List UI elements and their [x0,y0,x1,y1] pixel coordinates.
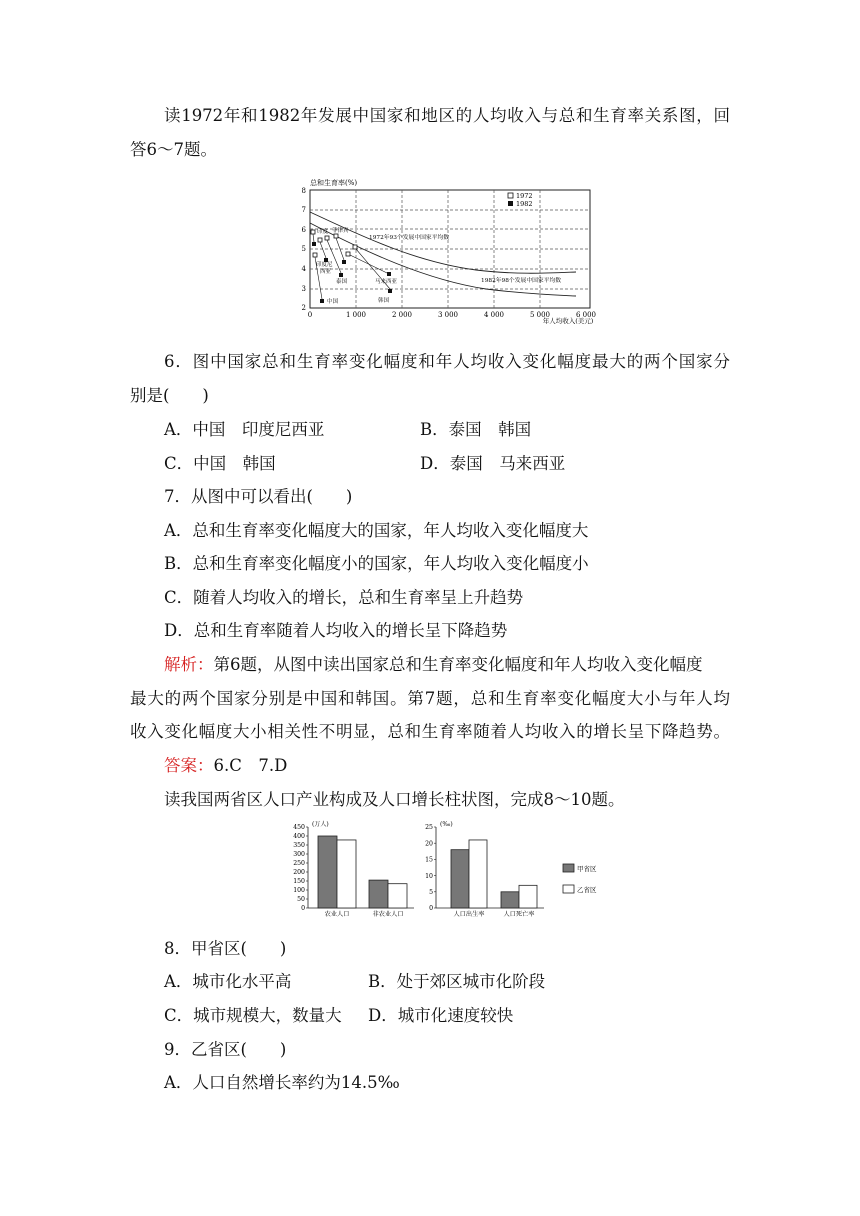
q7-option-b: B．总和生育率变化幅度小的国家，年人均收入变化幅度小 [164,554,589,573]
q8-option-b: B．处于郊区城市化阶段 [368,972,546,991]
y-tick-label: 5 [429,889,433,896]
y-tick-label: 150 [293,878,305,886]
y-tick-label: 50 [297,896,305,904]
point-thailand-1972 [325,236,329,240]
x-tick: 1 000 [345,311,367,319]
bar-甲省区-人口死亡率 [501,892,519,908]
fig1-xlabel: 年人均收入(美元) [542,317,594,325]
y-tick-label: 0 [301,905,305,913]
y-tick-label: 0 [429,905,433,913]
y-tick: 7 [301,206,306,214]
analysis-text: 第6题，从图中读出国家总和生育率变化幅度和年人均收入变化幅度 [213,655,703,674]
q8-stem: 8．甲省区( ) [164,939,287,958]
point-philippines-1982 [342,260,346,264]
x-tick: 2 000 [391,311,413,319]
x-tick: 6 000 [575,311,597,319]
y-tick-label: 15 [425,856,433,864]
q7-option-c: C．随着人均收入的增长，总和生育率呈上升趋势 [164,588,524,607]
bar-甲省区-非农业人口 [369,880,388,908]
q6-option-b: B．泰国 韩国 [420,420,532,439]
y-tick-label: 100 [293,887,305,895]
category-label: 非农业人口 [372,911,404,918]
y-axis-label: (万人) [312,821,329,828]
q8-option-d: D．城市化速度较快 [368,1006,514,1025]
bar-甲省区-人口出生率 [451,850,469,908]
y-tick: 6 [301,226,306,234]
analysis-line3: 收入变化幅度大小相关性不明显，总和生育率随着人均收入的增长呈下降趋势。 [130,722,730,741]
legend-label: 乙省区 [577,886,597,894]
y-tick: 4 [301,265,306,273]
y-tick: 5 [301,245,306,253]
legend-swatch [563,864,574,872]
label-india: 印度 [317,229,329,235]
point-china-1972 [313,253,317,257]
category-label: 人口死亡率 [503,911,535,918]
point-philippines-1972 [334,234,338,238]
q6-7-intro-line1: 读1972年和1982年发展中国家和地区的人均收入与总和生育率关系图，回 [164,106,730,125]
y-tick-label: 200 [293,869,305,877]
q7-option-a: A．总和生育率变化幅度大的国家，年人均收入变化幅度大 [164,521,589,540]
label-indonesia-2: 西亚 [320,269,332,275]
answer-line [164,755,287,777]
label-china: 中国 [327,299,339,305]
label-philippines: 菲律宾 [332,228,349,234]
q9-option-a: A．人口自然增长率约为14.5‰ [164,1073,400,1092]
y-tick: 2 [301,304,306,312]
y-tick-label: 300 [293,851,305,859]
bar-charts [286,817,616,921]
x-tick: 0 [307,311,313,319]
chart-legend [563,864,597,894]
point-india-1972 [311,230,315,234]
q6-stem-line1: 6．图中国家总和生育率变化幅度和年人均收入变化幅度最大的两个国家分 [164,352,730,371]
fig1-ylabel: 总和生育率(%) [310,179,358,187]
q6-stem-line2: 别是( ) [130,386,209,405]
q8-option-c: C．城市规模大，数量大 [164,1006,342,1025]
analysis-label: 解析： [164,655,214,674]
x-tick: 5 000 [529,311,551,319]
label-korea: 韩国 [378,298,390,304]
label-thailand: 泰国 [336,279,348,285]
point-malaysia-1982 [387,272,391,276]
q9-stem: 9．乙省区( ) [164,1040,287,1059]
bar-甲省区-农业人口 [318,836,337,908]
q6-option-d: D．泰国 马来西亚 [420,454,566,473]
grid [310,190,590,308]
answer-label: 答案： [164,756,214,775]
q7-option-d: D．总和生育率随着人均收入的增长呈下降趋势 [164,621,508,640]
curve-1982 [310,223,576,296]
income-fertility-figure [296,176,604,328]
y-tick-label: 350 [293,842,305,850]
analysis-line1 [164,654,703,676]
q6-option-a: A．中国 印度尼西亚 [164,420,325,439]
point-china-1982 [320,299,324,303]
legend-1972-marker [508,193,513,198]
y-tick: 3 [301,285,306,293]
category-label: 人口出生率 [453,911,485,918]
point-india-1982 [312,242,316,246]
point-korea-1972 [353,245,357,249]
answer-value: 6.C 7.D [213,756,288,775]
y-tick-label: 20 [425,840,433,848]
y-tick-label: 400 [293,833,305,841]
legend-1972: 1972 [516,192,533,200]
analysis-line2: 最大的两个国家分别是中国和韩国。第7题，总和生育率变化幅度大小与年人均 [130,689,730,708]
y-axis-label: (‰) [440,821,453,828]
point-korea-1982 [388,289,392,293]
y-tick-label: 450 [293,824,305,832]
point-malaysia-1972 [346,252,350,256]
label-malaysia: 马来西亚 [375,279,398,285]
y-tick: 8 [301,187,306,195]
q6-7-intro-line2: 答6～7题。 [130,140,217,159]
y-tick-label: 10 [425,872,433,880]
point-thailand-1982 [339,273,343,277]
legend-label: 甲省区 [577,865,597,873]
q8-10-intro: 读我国两省区人口产业构成及人口增长柱状图，完成8～10题。 [164,790,625,809]
curve-1972-label: 1972年93个发展中国家平均数 [369,235,450,241]
q8-option-a: A．城市化水平高 [164,972,292,991]
y-tick-label: 25 [425,824,433,832]
chart-population-growth [425,821,544,918]
label-indonesia-1: 印度尼 [316,262,333,268]
y-tick-label: 250 [293,860,305,868]
legend-swatch [563,885,574,893]
q7-stem: 7．从图中可以看出( ) [164,487,353,506]
chart-population-structure [293,820,414,918]
x-tick: 3 000 [437,311,459,319]
bar-乙省区-非农业人口 [388,884,407,908]
legend-1982: 1982 [516,200,533,208]
q6-option-c: C．中国 韩国 [164,454,276,473]
curve-1982-label: 1982年98个发展中国家平均数 [481,278,562,284]
bar-乙省区-人口出生率 [469,840,487,908]
bar-乙省区-人口死亡率 [519,885,537,908]
x-tick: 4 000 [483,311,505,319]
bar-乙省区-农业人口 [337,840,356,908]
category-label: 农业人口 [324,911,350,918]
point-indonesia-1972 [318,238,322,242]
legend-1982-marker [508,201,513,206]
